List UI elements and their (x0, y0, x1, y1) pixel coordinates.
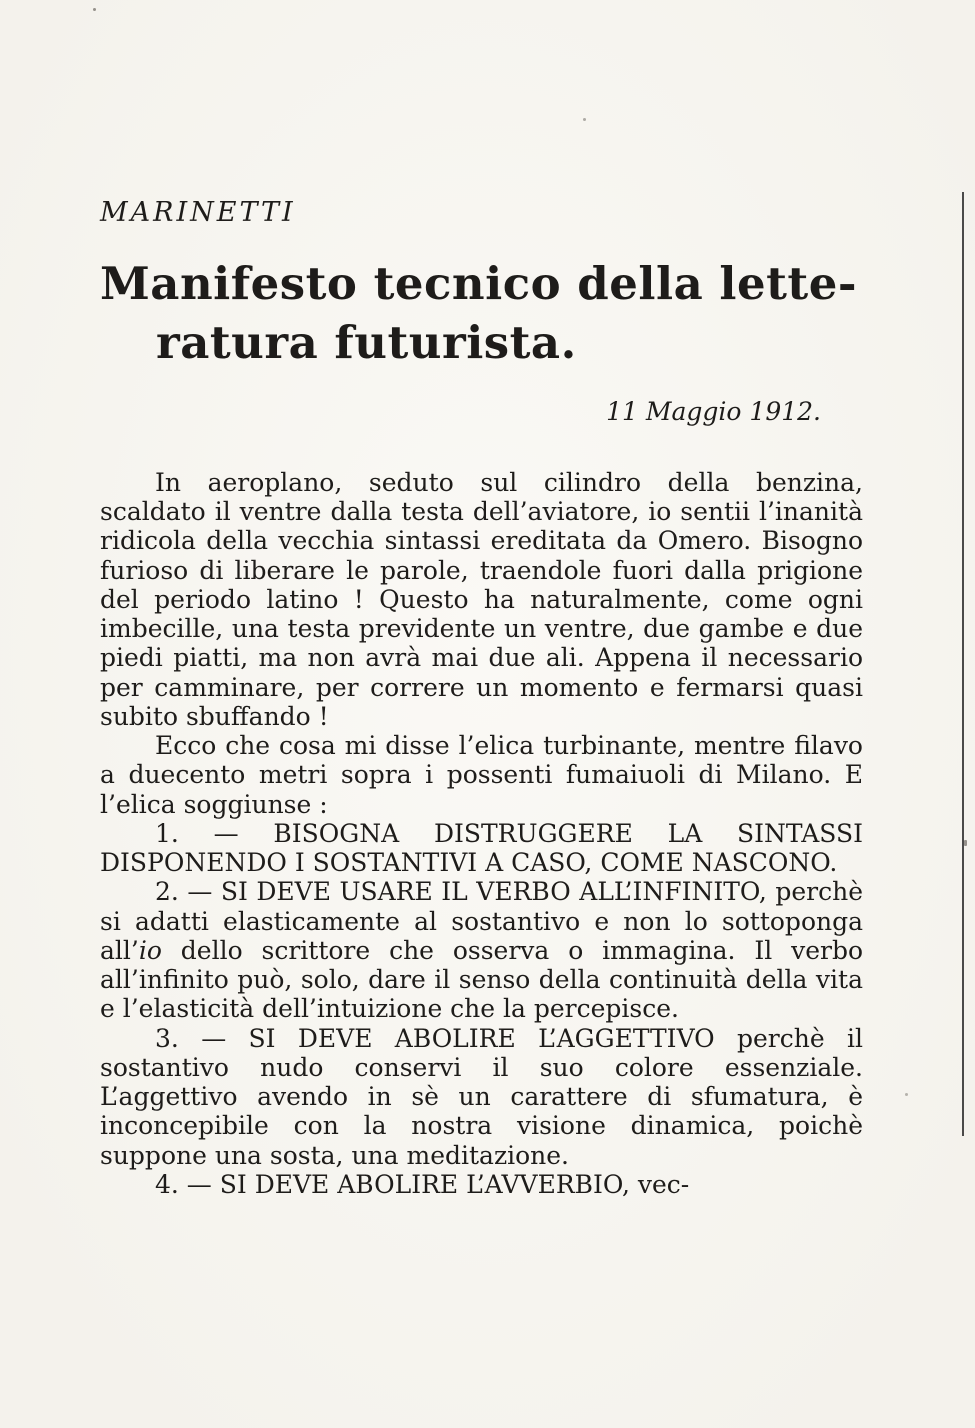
text-segment: io (138, 935, 162, 965)
text-segment: dello scrittore che osserva o immagina. Il verbo all’infinito può, solo, dare il senso della continuità della vita e l’elasticità dell’intuizione che la percepisce. (100, 935, 863, 1024)
text-segment: In aeroplano, seduto sul cilindro della benzina, scaldato il ventre dalla testa dell’aviatore, io sentii l’inanità ridicola della vecchia sintassi ereditata da Omero. Bisogno furioso di liberare le parole, traendole fuori dalla prigione del periodo latino ! Questo ha naturalmente, come ogni imbecille, una testa previdente un ventre, due gambe e due piedi piatti, ma non avrà mai due ali. Appena il necessario per camminare, per correre un momento e fermarsi quasi subito sbuffando ! (100, 467, 863, 731)
body-paragraph-6 (100, 1170, 863, 1199)
text-segment: 3. — SI DEVE ABOLIRE L’AGGETTIVO perchè il sostantivo nudo conservi il suo colore essenziale. L’aggettivo avendo in sè un carattere di sfumatura, è inconcepibile con la nostra visione dinamica, poichè suppone una sosta, una meditazione. (100, 1023, 863, 1170)
scan-speck (905, 1093, 908, 1096)
title-line-2: ratura futurista. (156, 316, 577, 370)
body-paragraph-4 (100, 877, 863, 1023)
body-text (100, 468, 863, 1199)
page-title (100, 254, 863, 373)
scan-speck (583, 118, 586, 121)
title-line-1: Manifesto tecnico della lette- (100, 257, 857, 310)
body-paragraph-5 (100, 1024, 863, 1170)
text-segment: 2. — SI DEVE USARE IL VERBO ALL’INFINITO, perchè si adatti elasticamente al sostantivo e non lo sottoponga all’ (100, 877, 863, 965)
text-segment: 4. — SI DEVE ABOLIRE L’AVVERBIO, vec- (155, 1169, 690, 1199)
body-paragraph-3 (100, 819, 863, 878)
scan-speck (93, 8, 96, 11)
text-segment: 1. — BISOGNA DISTRUGGERE LA SINTASSI DISPONENDO I SOSTANTIVI A CASO, COME NASCONO. (100, 818, 863, 878)
text-segment: Ecco che cosa mi disse l’elica turbinante, mentre filavo a duecento metri sopra i possenti fumaiuoli di Milano. E l’elica soggiunse : (100, 731, 863, 819)
author-heading: MARINETTI (100, 197, 296, 228)
dateline: 11 Maggio 1912. (606, 396, 821, 426)
page-edge-line (962, 192, 964, 1136)
scan-speck (964, 840, 967, 846)
body-paragraph-1 (100, 468, 863, 731)
body-paragraph-2 (100, 731, 863, 819)
